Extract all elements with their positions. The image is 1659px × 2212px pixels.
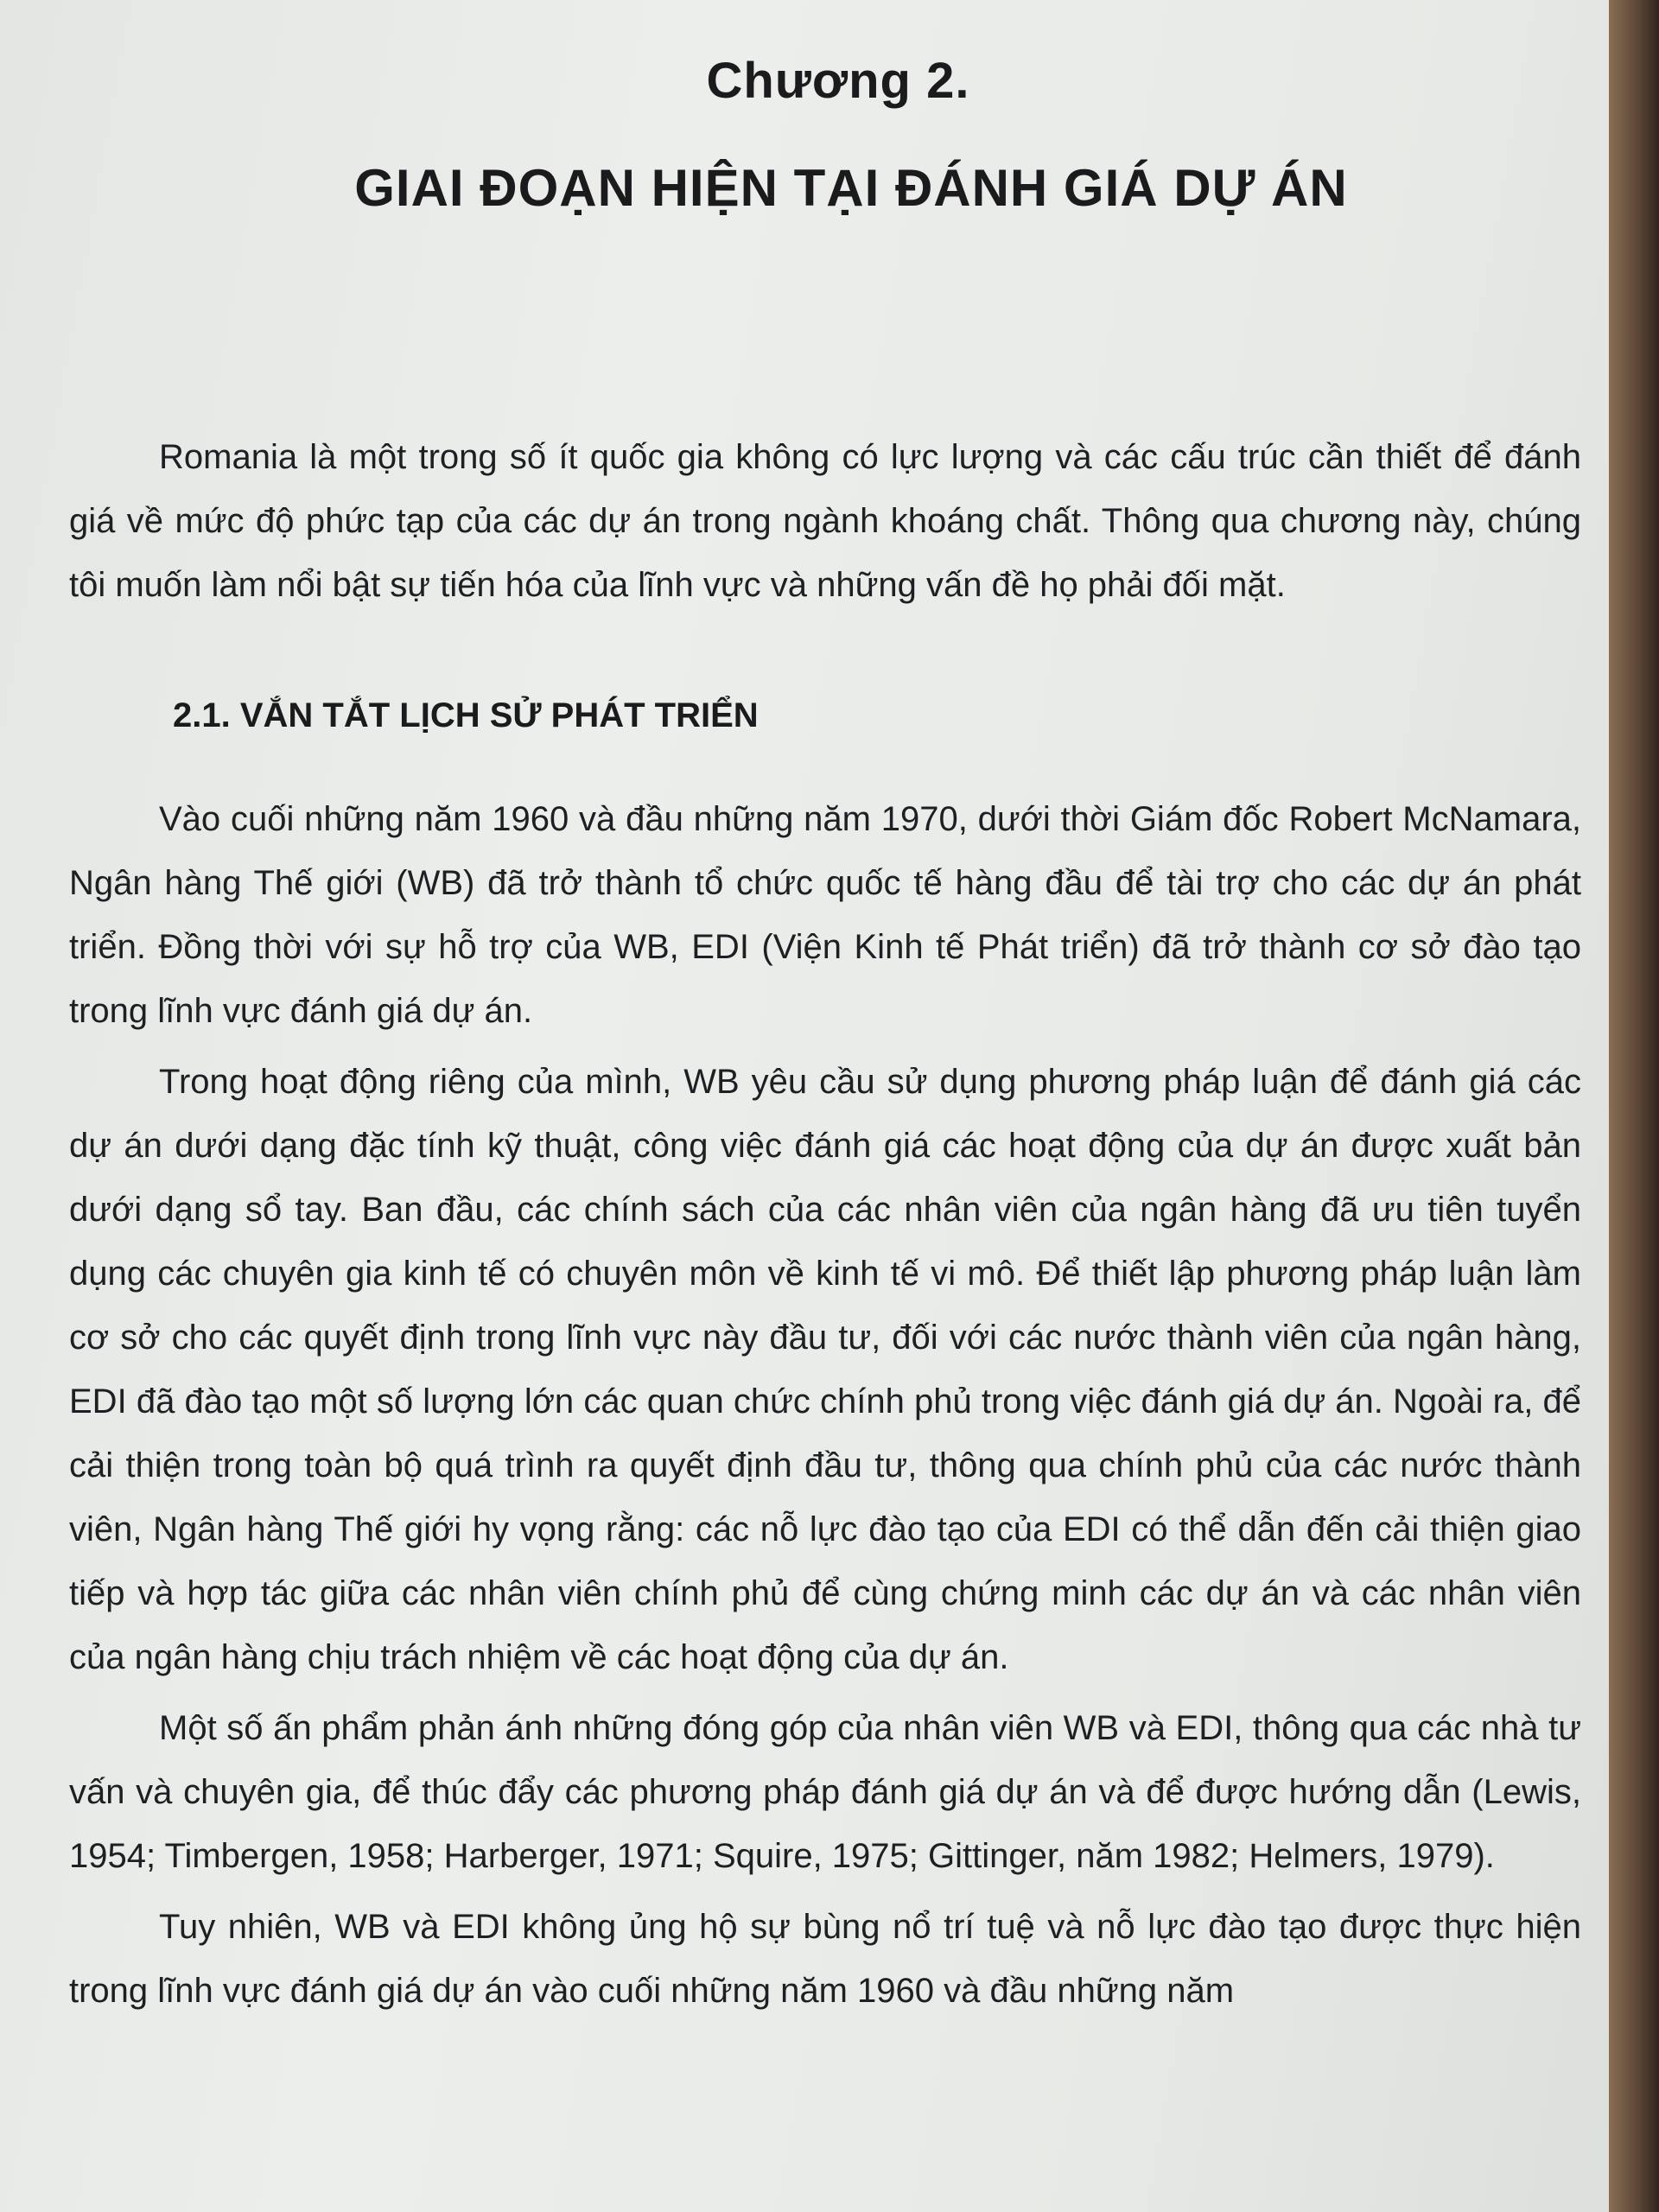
section-heading: 2.1. VẮN TẮT LỊCH SỬ PHÁT TRIỂN xyxy=(173,696,759,734)
page-edge-shadow xyxy=(1609,0,1659,2212)
page-content xyxy=(69,52,1581,2023)
intro-paragraph: Romania là một trong số ít quốc gia không có lực lượng và các cấu trúc cần thiết để đánh giá về mức độ phức tạp của các dự án trong ngành khoáng chất. Thông qua chương này, chúng tôi muốn làm nổi bật sự tiến hóa của lĩnh vực và những vấn đề họ phải đối mặt. xyxy=(69,438,1581,604)
body-paragraph-2: Trong hoạt động riêng của mình, WB yêu cầu sử dụng phương pháp luận để đánh giá các dự án dưới dạng đặc tính kỹ thuật, công việc đánh giá các hoạt động của dự án được xuất bản dưới dạng sổ tay. Ban đầu, các chính sách của các nhân viên của ngân hàng đã ưu tiên tuyển dụng các chuyên gia kinh tế có chuyên môn về kinh tế vi mô. Để thiết lập phương pháp luận làm cơ sở cho các quyết định trong lĩnh vực này đầu tư, đối với các nước thành viên của ngân hàng, EDI đã đào tạo một số lượng lớn các quan chức chính phủ trong việc đánh giá dự án. Ngoài ra, để cải thiện trong toàn bộ quá trình ra quyết định đầu tư, thông qua chính phủ của các nước thành viên, Ngân hàng Thế giới hy vọng rằng: các nỗ lực đào tạo của EDI có thể dẫn đến cải thiện giao tiếp và hợp tác giữa các nhân viên chính phủ để cùng chứng minh các dự án và các nhân viên của ngân hàng chịu trách nhiệm về các hoạt động của dự án. xyxy=(69,1063,1581,1676)
body-paragraph-4: Tuy nhiên, WB và EDI không ủng hộ sự bùng nổ trí tuệ và nỗ lực đào tạo được thực hiện trong lĩnh vực đánh giá dự án vào cuối những năm 1960 và đầu những năm xyxy=(69,1908,1581,2010)
chapter-number: Chương 2. xyxy=(706,53,970,109)
chapter-title: GIAI ĐOẠN HIỆN TẠI ĐÁNH GIÁ DỰ ÁN xyxy=(354,159,1348,217)
body-paragraph-3: Một số ấn phẩm phản ánh những đóng góp của nhân viên WB và EDI, thông qua các nhà tư vấn và chuyên gia, để thúc đẩy các phương pháp đánh giá dự án và để được hướng dẫn (Lewis, 1954; Timbergen, 1958; Harberger, 1971; Squire, 1975; Gittinger, năm 1982; Helmers, 1979). xyxy=(69,1709,1581,1875)
body-paragraph-1: Vào cuối những năm 1960 và đầu những năm 1970, dưới thời Giám đốc Robert McNamara, Ngân hàng Thế giới (WB) đã trở thành tổ chức quốc tế hàng đầu để tài trợ cho các dự án phát triển. Đồng thời với sự hỗ trợ của WB, EDI (Viện Kinh tế Phát triển) đã trở thành cơ sở đào tạo trong lĩnh vực đánh giá dự án. xyxy=(69,800,1581,1030)
